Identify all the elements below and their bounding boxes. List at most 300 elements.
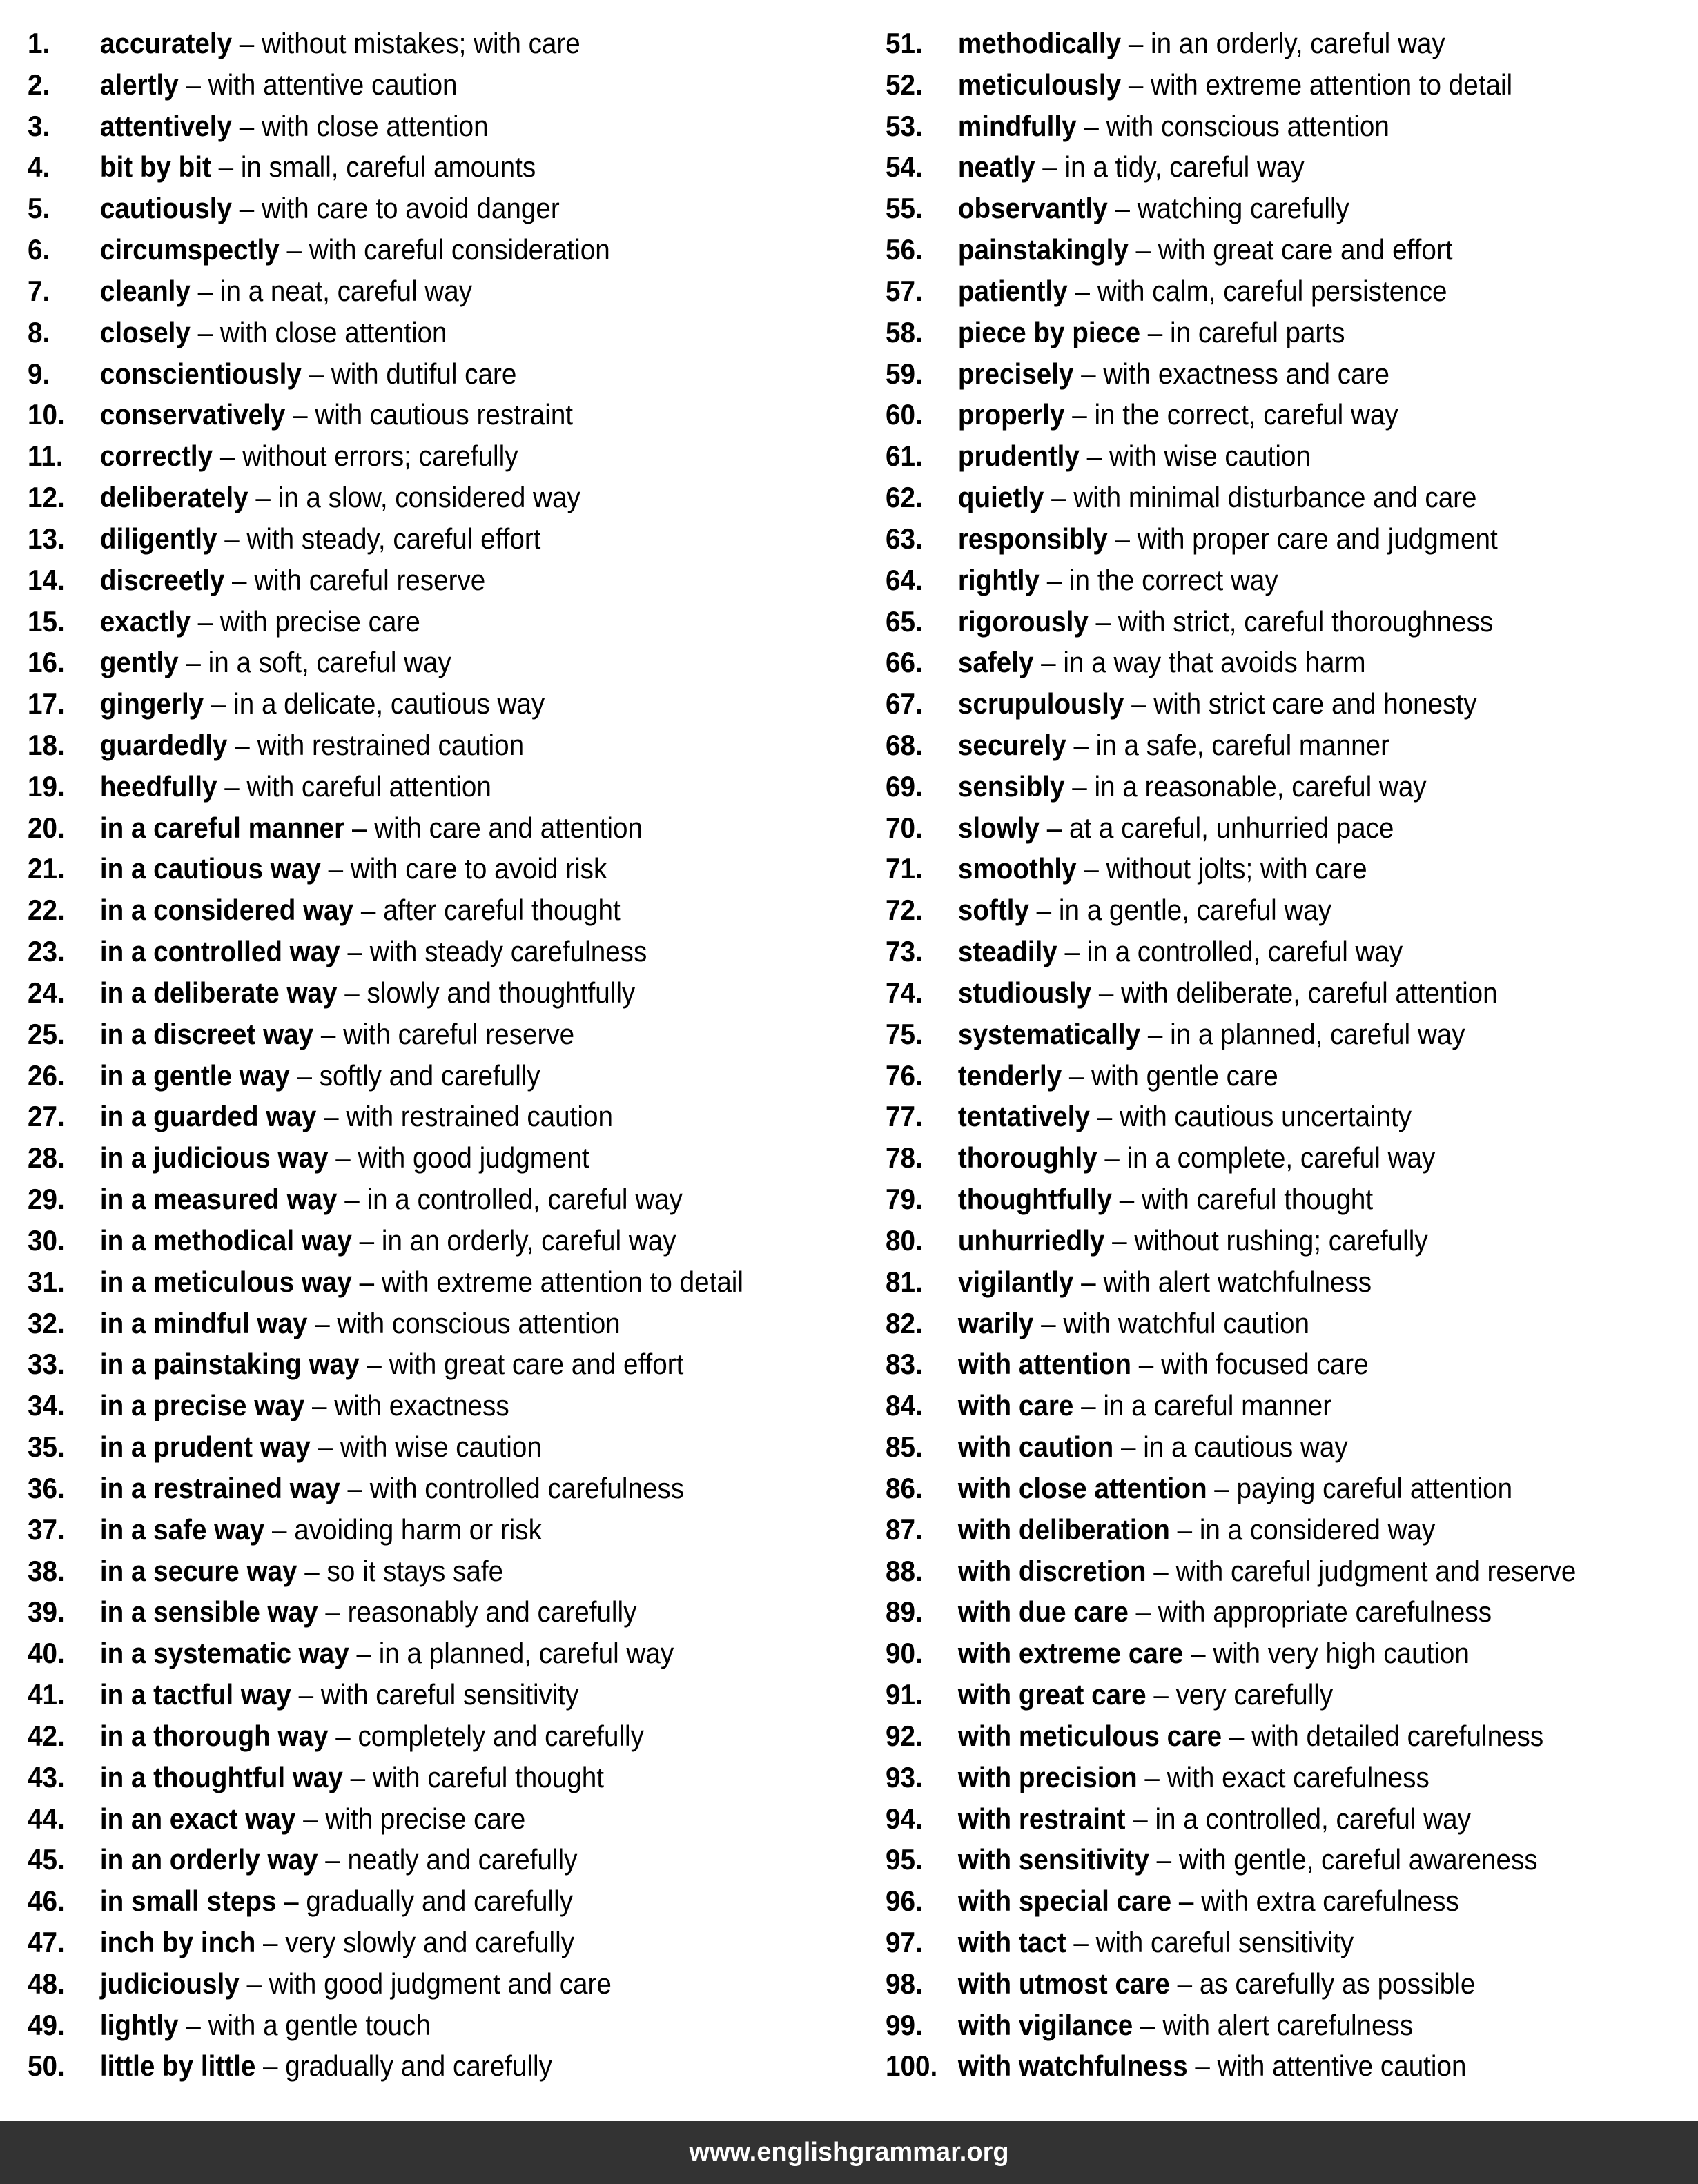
item-term: in a secure way <box>99 1554 297 1587</box>
item-term: in small steps <box>99 1885 277 1918</box>
item-number: 37. <box>28 1513 65 1546</box>
item-definition: gradually and carefully <box>306 1885 574 1918</box>
item-term: with care <box>957 1389 1074 1422</box>
item-term: gently <box>99 646 179 679</box>
list-item <box>28 1963 853 2005</box>
item-term: lightly <box>99 2008 179 2041</box>
item-definition: without mistakes; with care <box>262 26 580 59</box>
list-item <box>886 229 1698 270</box>
item-term: unhurriedly <box>957 1223 1105 1257</box>
item-text <box>958 646 1366 679</box>
item-text <box>100 522 541 555</box>
item-text <box>100 1472 684 1505</box>
item-definition: with careful attention <box>246 769 491 803</box>
item-number: 88. <box>886 1554 923 1587</box>
item-text <box>100 1595 637 1629</box>
item-term: tentatively <box>957 1100 1091 1133</box>
list-item <box>886 1261 1698 1303</box>
item-definition: in a careful manner <box>1103 1389 1332 1422</box>
item-text <box>100 2049 552 2083</box>
item-term: neatly <box>957 150 1035 184</box>
item-term: slowly <box>957 811 1040 844</box>
item-text <box>958 316 1345 349</box>
item-number: 28. <box>28 1141 65 1174</box>
item-text <box>958 687 1477 720</box>
item-separator: – <box>349 1637 379 1670</box>
item-number: 20. <box>28 811 65 844</box>
item-separator: – <box>264 1513 295 1546</box>
item-definition: in a planned, careful way <box>378 1637 674 1670</box>
item-separator: – <box>1187 2049 1218 2083</box>
list-item <box>886 1798 1698 1840</box>
item-separator: – <box>1121 26 1151 59</box>
item-text <box>958 1555 1577 1588</box>
item-term: with meticulous care <box>957 1719 1222 1752</box>
item-definition: in an orderly, careful way <box>381 1223 676 1257</box>
list-item <box>28 725 853 766</box>
item-separator: – <box>1146 1554 1176 1587</box>
list-item <box>886 807 1698 849</box>
item-term: judiciously <box>99 1967 240 2000</box>
item-term: exactly <box>99 604 191 638</box>
item-definition: with exactness <box>334 1389 509 1422</box>
item-definition: with very high caution <box>1213 1637 1470 1670</box>
item-separator: – <box>190 604 220 638</box>
item-number: 18. <box>28 728 65 761</box>
item-number: 5. <box>28 192 50 225</box>
item-number: 65. <box>886 604 923 638</box>
item-number: 83. <box>886 1348 923 1381</box>
list-item <box>28 1798 853 1840</box>
item-number: 8. <box>28 315 50 348</box>
item-separator: – <box>232 109 262 142</box>
item-term: with vigilance <box>957 2008 1133 2041</box>
item-term: in a thoughtful way <box>99 1760 343 1793</box>
item-definition: in a cautious way <box>1143 1430 1348 1464</box>
list-item <box>886 1426 1698 1468</box>
item-term: sensibly <box>957 769 1065 803</box>
item-separator: – <box>178 646 208 679</box>
list-item <box>886 972 1698 1014</box>
item-text <box>958 1183 1373 1216</box>
item-term: studiously <box>957 976 1092 1009</box>
list-item <box>886 1137 1698 1179</box>
item-text <box>100 1224 676 1257</box>
item-separator: – <box>1079 440 1109 473</box>
item-separator: – <box>307 1306 338 1339</box>
item-text <box>100 68 458 101</box>
item-separator: – <box>313 1017 344 1050</box>
item-number: 98. <box>886 1967 923 2000</box>
item-separator: – <box>1121 68 1151 101</box>
list-item <box>886 1963 1698 2005</box>
item-term: prudently <box>957 440 1080 473</box>
item-definition: with great care and effort <box>389 1348 684 1381</box>
list-item <box>886 849 1698 890</box>
item-number: 54. <box>886 150 923 184</box>
item-definition: with appropriate carefulness <box>1158 1595 1492 1629</box>
item-separator: – <box>1169 1513 1200 1546</box>
item-separator: – <box>337 1183 367 1216</box>
item-term: with precision <box>957 1760 1138 1793</box>
item-separator: – <box>1064 769 1095 803</box>
item-term: in a judicious way <box>99 1141 329 1174</box>
item-term: rightly <box>957 563 1040 596</box>
item-definition: with close attention <box>261 109 489 142</box>
item-number: 47. <box>28 1926 65 1958</box>
item-text <box>100 1761 604 1794</box>
item-separator: – <box>344 811 375 844</box>
list-item <box>886 1303 1698 1344</box>
item-separator: – <box>1067 274 1097 307</box>
item-text <box>100 894 621 927</box>
item-separator: – <box>310 1430 340 1464</box>
item-number: 94. <box>886 1802 923 1835</box>
list-item <box>886 353 1698 395</box>
item-term: quietly <box>957 481 1044 514</box>
item-definition: very slowly and carefully <box>285 1926 575 1958</box>
item-separator: – <box>1171 1885 1202 1918</box>
list-item <box>28 2005 853 2046</box>
item-number: 19. <box>28 769 65 803</box>
item-number: 50. <box>28 2049 65 2083</box>
item-term: guardedly <box>99 728 228 761</box>
item-definition: with precise care <box>219 604 420 638</box>
item-number: 62. <box>886 481 923 514</box>
item-term: in a methodical way <box>99 1223 352 1257</box>
footer-url[interactable]: www.englishgrammar.org <box>689 2138 1009 2167</box>
item-definition: in a soft, careful way <box>208 646 451 679</box>
item-definition: with exactness and care <box>1103 357 1389 390</box>
list-item <box>28 1096 853 1138</box>
item-term: vigilantly <box>957 1265 1074 1298</box>
item-number: 25. <box>28 1017 65 1050</box>
item-text <box>958 2009 1413 2042</box>
list-item <box>886 642 1698 683</box>
item-text <box>100 150 536 184</box>
item-term: in a restrained way <box>99 1471 340 1504</box>
item-number: 90. <box>886 1637 923 1670</box>
item-text <box>958 1761 1429 1794</box>
list-item <box>28 1220 853 1261</box>
item-definition: with careful sensitivity <box>1095 1926 1354 1958</box>
list-item <box>886 312 1698 353</box>
item-separator: – <box>1073 1265 1104 1298</box>
item-text <box>958 1307 1309 1340</box>
item-definition: in the correct way <box>1068 563 1278 596</box>
item-number: 35. <box>28 1430 65 1464</box>
item-text <box>958 1595 1492 1629</box>
item-text <box>958 1720 1543 1753</box>
list-item <box>886 188 1698 229</box>
item-definition: with gentle, careful awareness <box>1178 1843 1538 1876</box>
item-definition: with careful reserve <box>254 563 486 596</box>
item-separator: – <box>297 1554 327 1587</box>
item-term: with due care <box>957 1595 1129 1629</box>
item-definition: with alert watchfulness <box>1103 1265 1372 1298</box>
list-item <box>886 1757 1698 1798</box>
item-text <box>958 192 1349 225</box>
list-item <box>886 1591 1698 1633</box>
item-number: 4. <box>28 150 50 184</box>
item-term: deliberately <box>99 481 248 514</box>
item-number: 58. <box>886 315 923 348</box>
item-separator: – <box>1088 604 1118 638</box>
item-number: 95. <box>886 1843 923 1876</box>
list-item <box>28 1674 853 1715</box>
item-text <box>958 275 1447 308</box>
item-number: 41. <box>28 1678 65 1711</box>
item-number: 53. <box>886 109 923 142</box>
list-item <box>886 1220 1698 1261</box>
list-item <box>28 889 853 931</box>
item-definition: avoiding harm or risk <box>294 1513 542 1546</box>
item-definition: with alert carefulness <box>1162 2008 1414 2041</box>
item-term: inch by inch <box>99 1926 256 1958</box>
item-term: discreetly <box>99 563 225 596</box>
item-text <box>100 1678 579 1711</box>
item-separator: – <box>1066 728 1096 761</box>
item-text <box>100 1843 578 1876</box>
list-item <box>886 2046 1698 2087</box>
list-item <box>28 23 853 64</box>
item-term: warily <box>957 1306 1034 1339</box>
list-item <box>28 353 853 395</box>
item-separator: – <box>351 1223 382 1257</box>
item-separator: – <box>1044 481 1074 514</box>
item-text <box>958 2049 1467 2083</box>
item-term: responsibly <box>957 522 1108 555</box>
item-separator: – <box>248 481 278 514</box>
list-item <box>886 889 1698 931</box>
item-definition: with good judgment and care <box>269 1967 612 2000</box>
item-text <box>100 1183 683 1216</box>
item-number: 24. <box>28 976 65 1009</box>
item-separator: – <box>351 1265 382 1298</box>
item-text <box>100 357 516 391</box>
item-text <box>958 357 1389 391</box>
item-term: in a discreet way <box>99 1017 314 1050</box>
item-definition: gradually and carefully <box>285 2049 552 2083</box>
item-term: with watchfulness <box>957 2049 1188 2083</box>
item-number: 99. <box>886 2008 923 2041</box>
list-item <box>28 1880 853 1922</box>
list-item <box>886 601 1698 642</box>
item-definition: without errors; carefully <box>242 440 518 473</box>
item-number: 29. <box>28 1183 65 1216</box>
list-item <box>28 1303 853 1344</box>
item-text <box>100 440 518 473</box>
item-term: in a painstaking way <box>99 1348 360 1381</box>
list-item <box>886 1385 1698 1426</box>
item-definition: in careful parts <box>1170 315 1345 348</box>
item-text <box>100 192 560 225</box>
item-number: 85. <box>886 1430 923 1464</box>
item-definition: with careful sensitivity <box>320 1678 579 1711</box>
item-definition: with exact carefulness <box>1167 1760 1429 1793</box>
item-definition: in a delicate, cautious way <box>233 687 545 720</box>
list-item <box>28 1591 853 1633</box>
item-term: systematically <box>957 1017 1141 1050</box>
item-term: softly <box>957 894 1029 927</box>
item-term: correctly <box>99 440 213 473</box>
item-separator: – <box>1073 357 1104 390</box>
list-item <box>28 518 853 560</box>
item-number: 66. <box>886 646 923 679</box>
item-separator: – <box>1137 1760 1167 1793</box>
item-term: in a deliberate way <box>99 976 338 1009</box>
item-text <box>958 605 1493 638</box>
item-separator: – <box>1039 811 1069 844</box>
list-item <box>28 1055 853 1096</box>
item-separator: – <box>1028 894 1059 927</box>
item-text <box>958 440 1311 473</box>
item-definition: with a gentle touch <box>208 2008 431 2041</box>
item-term: with deliberation <box>957 1513 1170 1546</box>
word-list-column-left <box>28 23 853 2087</box>
item-definition: without rushing; carefully <box>1134 1223 1428 1257</box>
item-definition: in a controlled, careful way <box>367 1183 683 1216</box>
item-definition: neatly and carefully <box>347 1843 578 1876</box>
item-number: 49. <box>28 2008 65 2041</box>
item-term: properly <box>957 398 1065 431</box>
item-number: 44. <box>28 1802 65 1835</box>
item-text <box>100 1307 621 1340</box>
item-separator: – <box>217 522 247 555</box>
list-item <box>886 560 1698 601</box>
item-separator: – <box>295 1802 326 1835</box>
item-separator: – <box>1124 687 1154 720</box>
item-number: 42. <box>28 1719 65 1752</box>
item-separator: – <box>227 728 257 761</box>
item-term: scrupulously <box>957 687 1124 720</box>
list-item <box>886 435 1698 477</box>
item-term: observantly <box>957 192 1108 225</box>
item-term: with utmost care <box>957 1967 1170 2000</box>
item-number: 22. <box>28 894 65 927</box>
item-definition: with cautious uncertainty <box>1119 1100 1412 1133</box>
item-term: thoroughly <box>957 1141 1097 1174</box>
item-number: 84. <box>886 1389 923 1422</box>
item-text <box>958 1224 1428 1257</box>
item-separator: – <box>342 1760 373 1793</box>
item-definition: with good judgment <box>358 1141 589 1174</box>
item-text <box>100 605 420 638</box>
item-number: 71. <box>886 852 923 885</box>
list-item <box>886 394 1698 435</box>
item-definition: in a tidy, careful way <box>1064 150 1305 184</box>
list-item <box>886 146 1698 188</box>
item-term: tenderly <box>957 1059 1062 1092</box>
item-separator: – <box>232 26 262 59</box>
item-term: with caution <box>957 1430 1114 1464</box>
item-text <box>958 564 1278 597</box>
item-text <box>958 1967 1475 2000</box>
item-text <box>100 316 447 349</box>
item-text <box>958 894 1331 927</box>
item-definition: in a neat, careful way <box>219 274 473 307</box>
item-text <box>958 852 1367 885</box>
list-item <box>886 725 1698 766</box>
item-number: 60. <box>886 398 923 431</box>
item-number: 16. <box>28 646 65 679</box>
item-term: methodically <box>957 26 1122 59</box>
list-item <box>28 642 853 683</box>
item-number: 82. <box>886 1306 923 1339</box>
list-item <box>28 683 853 725</box>
item-term: with attention <box>957 1348 1132 1381</box>
item-text <box>100 564 485 597</box>
item-separator: – <box>178 68 208 101</box>
item-term: in a precise way <box>99 1389 305 1422</box>
item-separator: – <box>291 1678 321 1711</box>
list-item <box>28 146 853 188</box>
item-definition: in a gentle, careful way <box>1058 894 1332 927</box>
list-item <box>886 1715 1698 1757</box>
item-definition: in the correct, careful way <box>1094 398 1398 431</box>
item-separator: – <box>1107 522 1138 555</box>
item-text <box>100 729 524 762</box>
item-text <box>100 233 610 266</box>
item-text <box>958 150 1305 184</box>
item-number: 9. <box>28 357 50 390</box>
item-separator: – <box>1073 1389 1104 1422</box>
item-separator: – <box>1033 646 1064 679</box>
list-item <box>28 1633 853 1674</box>
list-item <box>28 972 853 1014</box>
item-separator: – <box>1183 1637 1213 1670</box>
item-term: precisely <box>957 357 1074 390</box>
item-term: with close attention <box>957 1471 1207 1504</box>
item-term: cautiously <box>99 192 232 225</box>
item-text <box>958 1802 1471 1836</box>
item-separator: – <box>190 274 220 307</box>
item-number: 34. <box>28 1389 65 1422</box>
item-separator: – <box>289 1059 320 1092</box>
item-separator: – <box>1222 1719 1252 1752</box>
item-number: 78. <box>886 1141 923 1174</box>
item-separator: – <box>1149 1843 1179 1876</box>
item-separator: – <box>1140 1017 1171 1050</box>
list-item <box>28 1509 853 1551</box>
list-item <box>28 394 853 435</box>
item-definition: watching carefully <box>1137 192 1349 225</box>
item-term: cleanly <box>99 274 191 307</box>
item-number: 36. <box>28 1471 65 1504</box>
item-separator: – <box>1169 1967 1200 2000</box>
item-separator: – <box>328 1141 358 1174</box>
item-definition: at a careful, unhurried pace <box>1068 811 1394 844</box>
item-separator: – <box>1057 935 1087 968</box>
item-term: safely <box>957 646 1034 679</box>
item-separator: – <box>1035 150 1065 184</box>
item-separator: – <box>1146 1678 1176 1711</box>
item-text <box>100 976 635 1010</box>
item-text <box>958 1926 1354 1959</box>
item-number: 64. <box>886 563 923 596</box>
item-definition: with minimal disturbance and care <box>1073 481 1477 514</box>
item-separator: – <box>1113 1430 1144 1464</box>
word-list-column-right <box>886 23 1698 2087</box>
item-number: 67. <box>886 687 923 720</box>
item-text <box>100 1967 612 2000</box>
item-term: in a prudent way <box>99 1430 311 1464</box>
list-item <box>886 1551 1698 1592</box>
item-text <box>100 770 491 803</box>
list-item <box>28 435 853 477</box>
item-text <box>100 1926 574 1959</box>
item-separator: – <box>204 687 234 720</box>
